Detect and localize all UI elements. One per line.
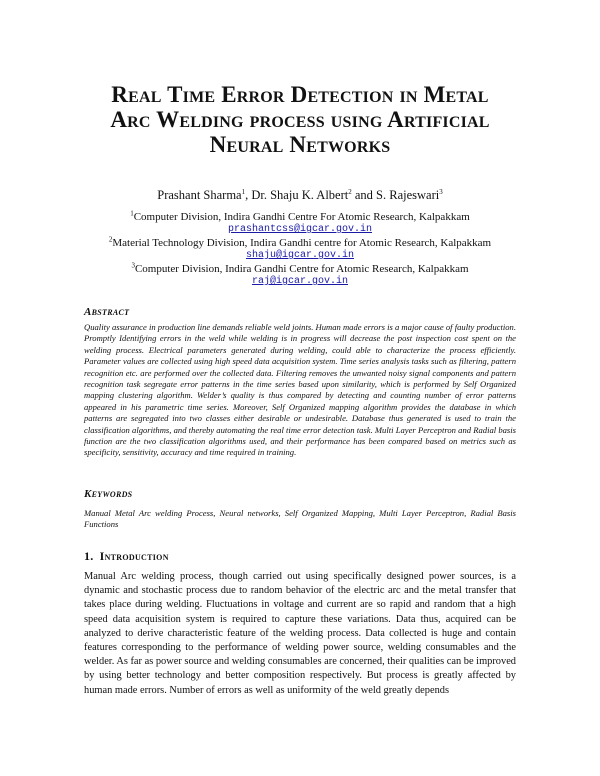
keywords-heading: Keywords [84, 488, 133, 500]
author-1-affil-mark: 1 [241, 187, 246, 196]
section-title: Introduction [99, 549, 169, 563]
title-line-1: Real Time Error Detection in Metal [111, 82, 489, 107]
section-number: 1. [84, 549, 94, 563]
section-heading-introduction [84, 549, 169, 564]
author-list [60, 188, 540, 203]
author-separator: , [245, 188, 252, 202]
author-2: Dr. Shaju K. Albert [251, 188, 349, 202]
keywords-body: Manual Metal Arc welding Process, Neural networks, Self Organized Mapping, Multi Layer Perceptron, Radial Basis Functions [84, 508, 516, 530]
paper-title [60, 82, 540, 157]
author-1: Prashant Sharma [157, 188, 242, 202]
email-link[interactable]: prashantcss@igcar.gov.in [227, 224, 373, 235]
affiliation-mark: 2 [108, 235, 113, 244]
introduction-body: Manual Arc welding process, though carried out using specifically designed power sources, is a dynamic and stochastic process due to random behavior of the electric arc and the metal transfer that takes place during welding. Fluctuations in voltage and current are so rapid and random that a high speed data acquisition system is required to capture these variations. Data thus, acquired can be analyzed to derive characteristic feature of the welding process. Data collected is huge and contain features corresponding to the performance of welding power source, welding consumables and the welder. As far as power source and welding consumables are concerned, their qualities can be improved by using better technology and better composition respectively. But process is greatly affected by human made errors. Number of errors as well as uniformity of the weld greatly depends [84, 571, 516, 696]
abstract-body: Quality assurance in production line demands reliable weld joints. Human made errors is a major cause of faulty production. Promptly Identifying errors in the weld while welding is in progress will decrease the post inspection cost spent on the welding process. Electrical parameters generated during welding, could able to characterize the process efficiently. Parameter values are collected using high speed data acquisition system. Time series analysis tasks such as filtering, pattern recognition etc. are performed over the collected data. Filtering removes the unwanted noisy signal components and pattern recognition task segregate error patterns in the time series based upon similarity, which is performed by Self Organized mapping clustering algorithm. Welder’s quality is thus compared by detecting and counting number of error patterns appeared in his parametric time series. Moreover, Self Organized mapping algorithm provides the database in which patterns are segregated into two classes either desirable or undesirable. Database thus generated is used to train the classification algorithms, and thereby automating the real time error detection task. Multi Layer Perceptron and Radial basis function are the two classification algorithms used, and their performance has been compared based on metrics such as specificity, sensitivity, accuracy and time required in training. [84, 322, 516, 458]
abstract-heading: Abstract [84, 306, 130, 318]
affiliation-2 [60, 237, 540, 262]
email-link[interactable]: shaju@igcar.gov.in [245, 250, 355, 261]
affiliation-3 [60, 263, 540, 288]
affiliation-mark: 3 [131, 261, 135, 270]
title-line-2: Arc Welding process using Artificial [110, 107, 490, 132]
title-line-3: Neural Networks [209, 132, 391, 157]
email-link[interactable]: raj@igcar.gov.in [251, 276, 348, 287]
affiliation-1 [60, 211, 540, 236]
affiliation-mark: 1 [130, 209, 134, 218]
affiliation-text: Material Technology Division, Indira Gandhi centre for Atomic Research, Kalpakkam [112, 237, 492, 249]
author-2-affil-mark: 2 [348, 187, 352, 196]
affiliation-text: Computer Division, Indira Gandhi Centre For Atomic Research, Kalpakkam [133, 211, 470, 223]
author-separator: and [351, 188, 377, 202]
author-3: S. Rajeswari [376, 188, 440, 202]
author-3-affil-mark: 3 [439, 187, 443, 196]
affiliation-text: Computer Division, Indira Gandhi Centre for Atomic Research, Kalpakkam [134, 263, 469, 275]
